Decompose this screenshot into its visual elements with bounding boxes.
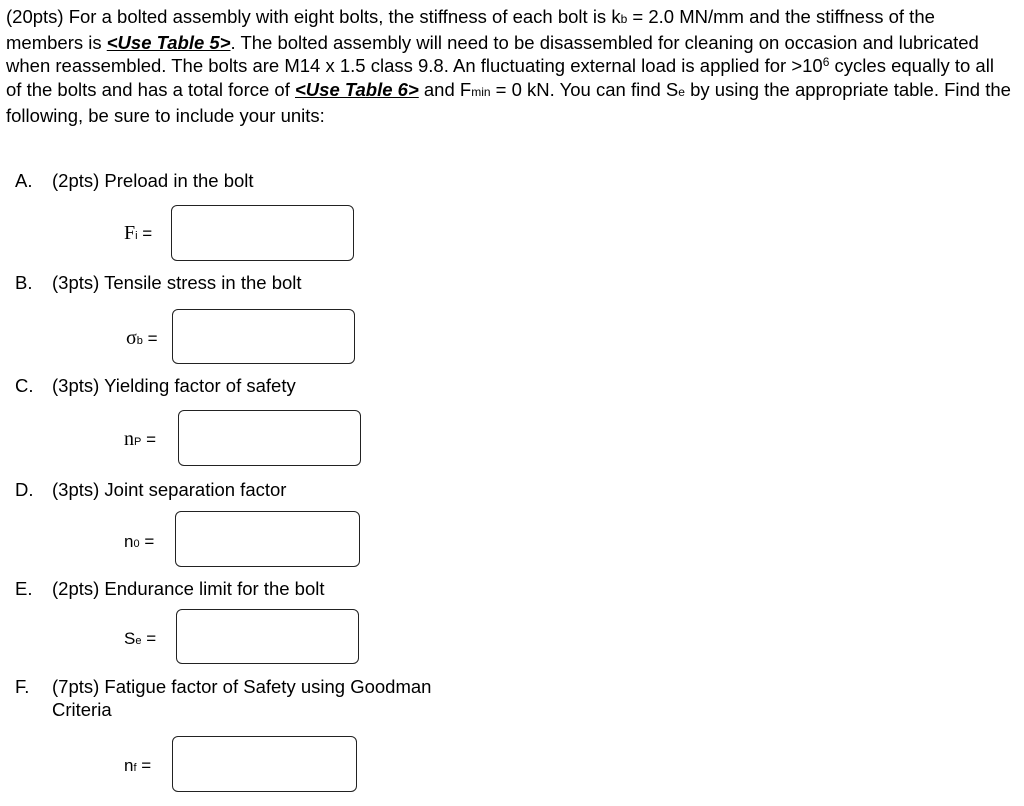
yield-factor-variable-label: nP = xyxy=(124,428,156,450)
table6-reference: <Use Table 6> xyxy=(295,78,419,100)
fatigue-factor-variable-label: nf = xyxy=(124,756,152,775)
question-e-label: E. (2pts) Endurance limit for the bolt xyxy=(15,578,325,599)
problem-statement xyxy=(6,5,1011,127)
tensile-stress-input[interactable] xyxy=(172,309,355,364)
problem-text: (20pts) For a bolted assembly with eight bolts, the stiffness of each bolt is kb = 2.0 MN/mm and the stiffness of the members is <Use Table 5>. The bolted assembly will need to be disassembled for cleaning on occasion and lubricated when reassembled. The bolts are M14 x 1.5 class 9.8. An fluctuating external load is applied for $>10^6$ cycles equally to all of the bolts and has a total force of <Use Table 6> and Fmin = 0 kN. You can find Se by using the appropriate table. Find the following, be sure to include your units: xyxy=(6,6,1011,126)
preload-variable-label: Fi = xyxy=(124,222,153,244)
endurance-limit-variable-label: Se = xyxy=(124,629,157,648)
table5-reference: <Use Table 5> xyxy=(106,32,231,54)
yield-factor-input[interactable] xyxy=(178,410,361,466)
fatigue-factor-input[interactable] xyxy=(172,736,357,792)
joint-separation-input[interactable] xyxy=(175,511,360,567)
question-d-label: D. (3pts) Joint separation factor xyxy=(15,479,287,500)
question-b-label: B. (3pts) Tensile stress in the bolt xyxy=(15,272,302,293)
question-a-label: A. (2pts) Preload in the bolt xyxy=(15,170,254,191)
joint-separation-variable-label: n0 = xyxy=(124,532,155,551)
tensile-stress-variable-label: σb = xyxy=(126,327,158,349)
question-f-label: F. (7pts) Fatigue factor of Safety using Goodman Criteria xyxy=(15,676,432,720)
endurance-limit-input[interactable] xyxy=(176,609,359,664)
preload-input[interactable] xyxy=(171,205,354,261)
question-c-label: C. (3pts) Yielding factor of safety xyxy=(15,375,296,396)
